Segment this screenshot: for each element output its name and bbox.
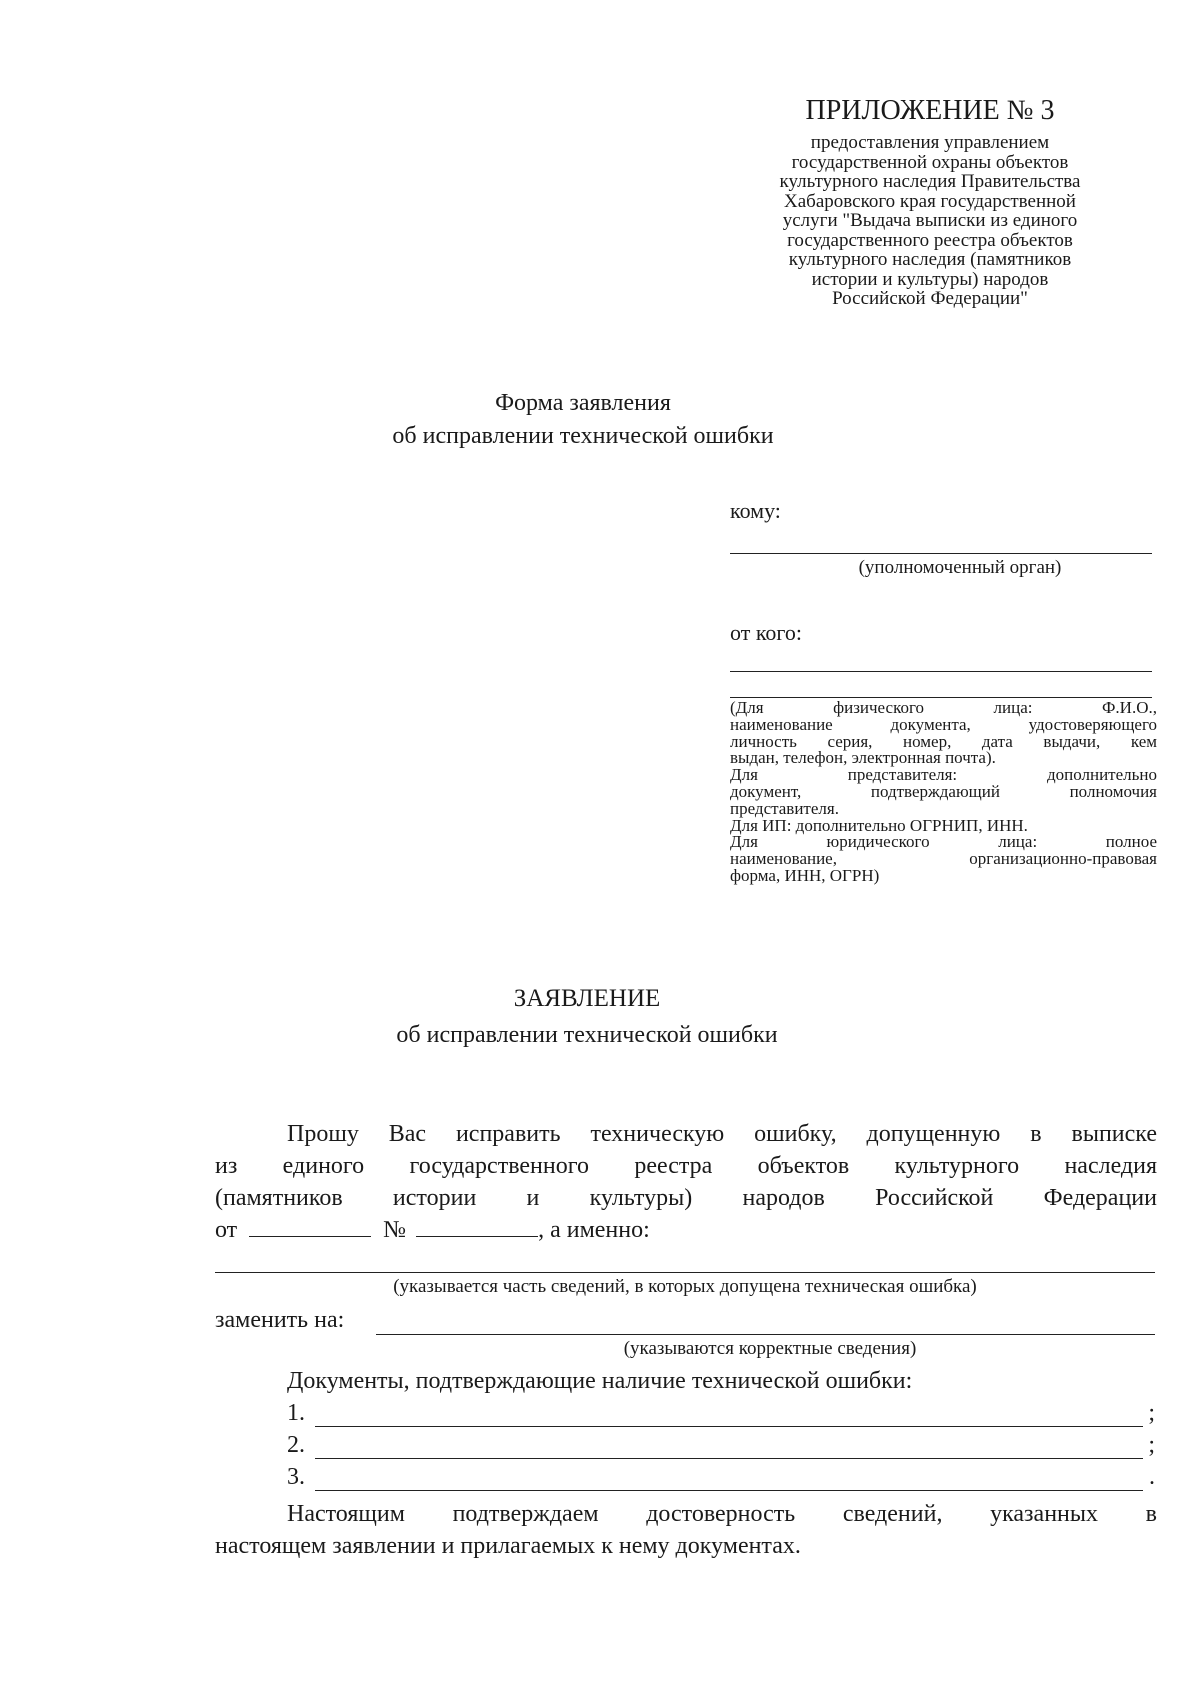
note-line: наименование, организационно-правовая <box>730 849 1157 869</box>
appendix-title: ПРИЛОЖЕНИЕ № 3 <box>805 95 1055 126</box>
doc-row <box>287 1432 1157 1464</box>
docs-label: Документы, подтверждающие наличие технической ошибки: <box>287 1368 913 1394</box>
doc-field-line[interactable] <box>315 1490 1143 1491</box>
note-line: форма, ИНН, ОГРН) <box>730 865 880 885</box>
appendix-line: Российской Федерации" <box>832 288 1028 309</box>
form-title-line1: Форма заявления <box>495 390 671 416</box>
note-line: Для представителя: дополнительно <box>730 765 1157 785</box>
to-caption: (уполномоченный орган) <box>858 557 1062 578</box>
appendix-line: Хабаровского края государственной <box>784 190 1076 212</box>
from-label: от кого: <box>730 620 802 645</box>
doc-field-line[interactable] <box>315 1426 1143 1427</box>
replace-label: заменить на: <box>215 1307 345 1333</box>
doc-number: 2. <box>287 1432 305 1458</box>
statement-subtitle: об исправлении технической ошибки <box>396 1022 778 1048</box>
paragraph-line: Прошу Вас исправить техническую ошибку, допущенную в выписке <box>287 1121 1157 1147</box>
from-field-line-1[interactable] <box>730 671 1152 672</box>
confirmation-line: Настоящим подтверждаем достоверность сведений, указанных в <box>287 1501 1157 1527</box>
extract-date-row <box>215 1214 1157 1246</box>
extract-number-field[interactable] <box>416 1214 538 1237</box>
doc-row <box>287 1400 1157 1432</box>
statement-title: ЗАЯВЛЕНИЕ <box>513 985 661 1012</box>
applicant-note <box>730 700 1157 885</box>
confirmation-line: настоящем заявлении и прилагаемых к нему документах. <box>215 1533 801 1559</box>
to-label: кому: <box>730 498 781 523</box>
error-details-line[interactable] <box>215 1272 1155 1273</box>
correct-caption: (указываются корректные сведения) <box>623 1338 917 1359</box>
appendix-subtitle <box>740 133 1120 309</box>
replace-field-line[interactable] <box>376 1334 1155 1335</box>
paragraph-line: (памятников истории и культуры) народов Российской Федерации <box>215 1185 1157 1211</box>
note-line: Для юридического лица: полное <box>730 832 1157 852</box>
error-caption: (указывается часть сведений, в которых допущена техническая ошибка) <box>393 1276 977 1297</box>
doc-number: 1. <box>287 1400 305 1426</box>
appendix-line: государственного реестра объектов <box>787 229 1073 251</box>
paragraph-line: из единого государственного реестра объектов культурного наследия <box>215 1153 1157 1179</box>
appendix-line: предоставления управлением <box>810 132 1050 153</box>
note-line: документ, подтверждающий полномочия <box>730 781 1157 801</box>
appendix-line: услуги "Выдача выписки из единого <box>782 210 1078 231</box>
doc-end-mark: ; <box>1148 1400 1155 1426</box>
doc-end-mark: ; <box>1148 1432 1155 1458</box>
extract-date-field[interactable] <box>249 1214 371 1237</box>
note-line: наименование документа, удостоверяющего <box>730 714 1157 734</box>
doc-number: 3. <box>287 1464 305 1490</box>
note-line: личность серия, номер, дата выдачи, кем <box>730 731 1157 751</box>
note-line: Для ИП: дополнительно ОГРНИП, ИНН. <box>730 815 1028 835</box>
from-word: от <box>215 1217 238 1243</box>
confirmation-paragraph <box>215 1498 1157 1562</box>
namely-text: , а именно: <box>538 1217 650 1243</box>
appendix-line: культурного наследия Правительства <box>779 171 1081 192</box>
number-sign: № <box>383 1217 407 1243</box>
appendix-line: культурного наследия (памятников <box>788 249 1072 270</box>
to-field-line[interactable] <box>730 553 1152 554</box>
note-line: выдан, телефон, электронная почта). <box>730 748 996 768</box>
doc-end-mark: . <box>1149 1464 1155 1490</box>
doc-row <box>287 1464 1157 1496</box>
note-line: (Для физического лица: Ф.И.О., <box>730 698 1157 717</box>
statement-paragraph <box>215 1118 1157 1246</box>
appendix-line: истории и культуры) народов <box>811 268 1049 290</box>
doc-field-line[interactable] <box>315 1458 1143 1459</box>
form-title-line2: об исправлении технической ошибки <box>392 423 774 449</box>
note-line: представителя. <box>730 798 839 818</box>
appendix-line: государственной охраны объектов <box>791 151 1069 173</box>
